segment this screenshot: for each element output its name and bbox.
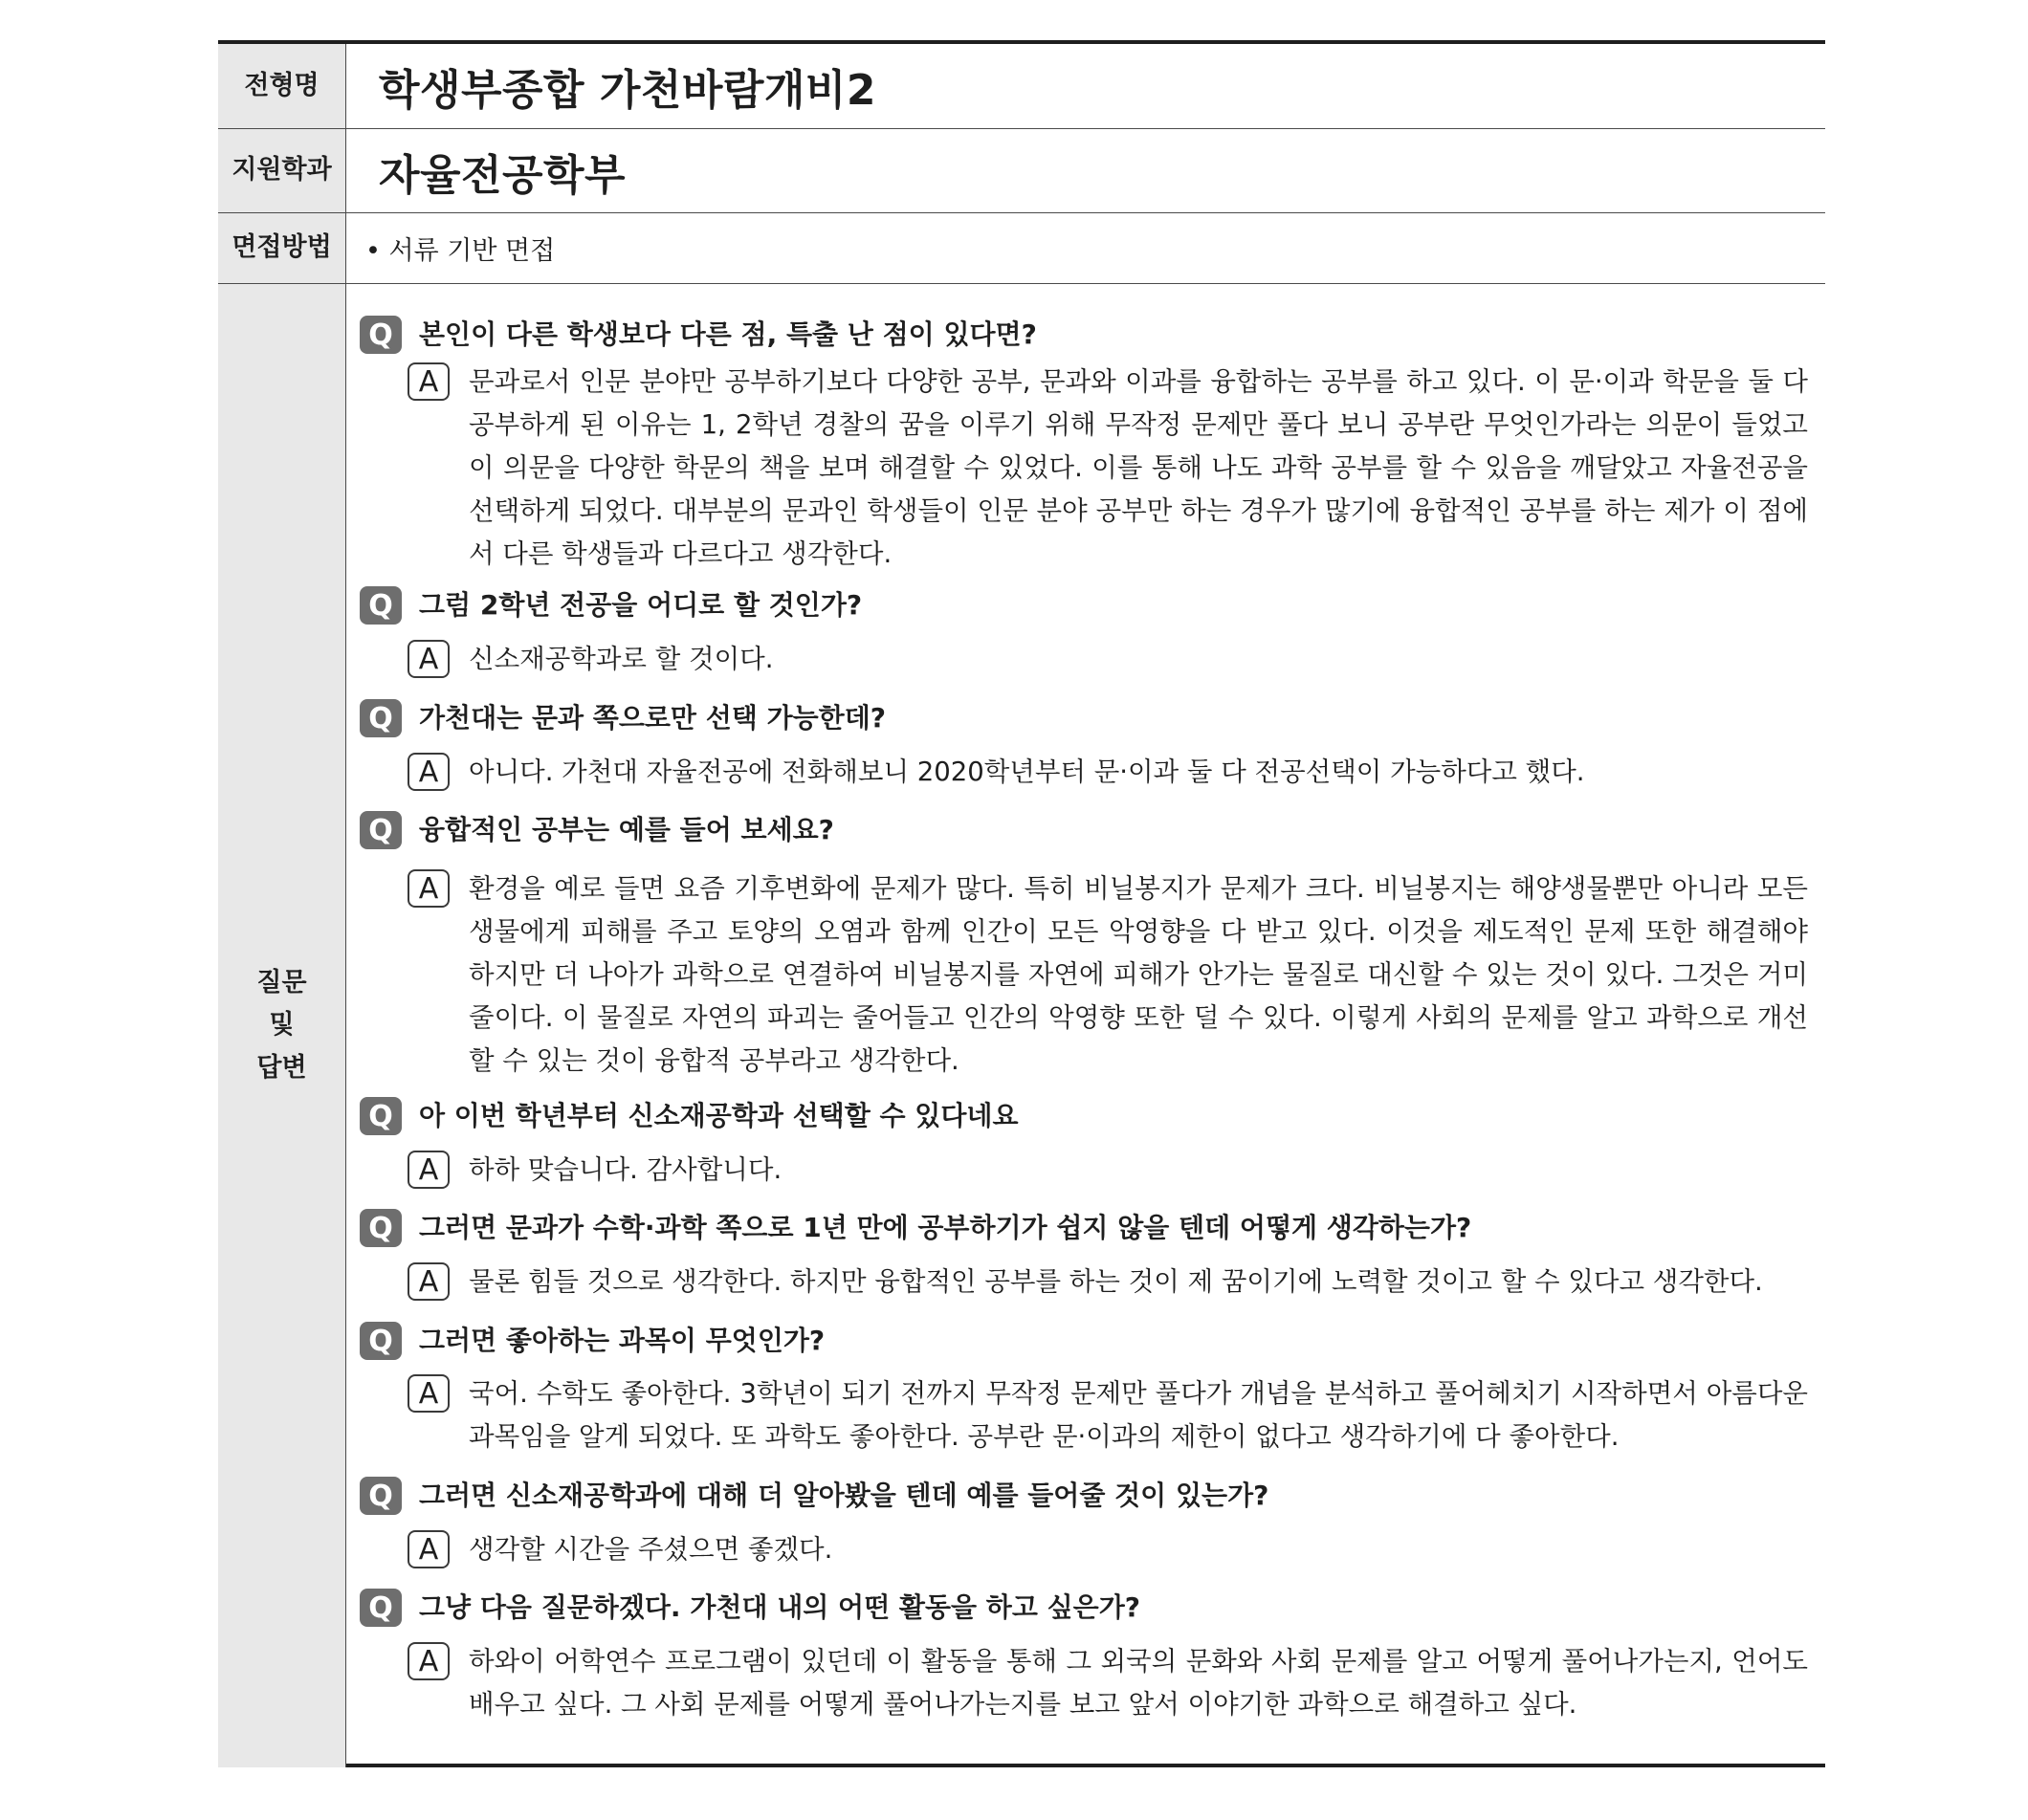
question-text: 융합적인 공부는 예를 들어 보세요? bbox=[419, 814, 834, 845]
interview-method-value: • 서류 기반 면접 bbox=[365, 236, 556, 266]
answer-text: 국어. 수학도 좋아한다. 3학년이 되기 전까지 무작정 문제만 풀다가 개념을 분석하고 풀어헤치기 시작하면서 아름다운 과목임을 알게 되었다. 또 과학도 좋아한다. 공부란 문·이과의 제한이 없다고 생각하기에 다 좋아한다. bbox=[469, 1378, 1808, 1452]
question-text: 그러면 신소재공학과에 대해 더 알아봤을 텐데 예를 들어줄 것이 있는가? bbox=[419, 1480, 1269, 1511]
department-label: 지원학과 bbox=[218, 129, 346, 212]
question-text: 그러면 문과가 수학·과학 쪽으로 1년 만에 공부하기가 쉽지 않을 텐데 어떻게 생각하는가? bbox=[419, 1212, 1472, 1243]
row-department bbox=[218, 129, 1825, 213]
admission-type-value-cell bbox=[346, 44, 1825, 128]
question-text: 그럼 2학년 전공을 어디로 할 것인가? bbox=[419, 589, 863, 621]
answer-icon: A bbox=[408, 1262, 450, 1301]
interview-record-table bbox=[218, 40, 1825, 1767]
answer-text: 신소재공학과로 할 것이다. bbox=[469, 644, 774, 674]
answer-icon: A bbox=[408, 869, 450, 908]
answer-text: 하와이 어학연수 프로그램이 있던데 이 활동을 통해 그 외국의 문화와 사회 문제를 알고 어떻게 풀어나가는지, 언어도 배우고 싶다. 그 사회 문제를 어떻게 풀어나가는지를 보고 앞서 이야기한 과학으로 해결하고 싶다. bbox=[469, 1646, 1808, 1720]
admission-type-value: 학생부종합 가천바람개비2 bbox=[379, 66, 876, 115]
department-value-cell bbox=[346, 129, 1825, 212]
question-icon: Q bbox=[360, 1209, 402, 1247]
question-icon: Q bbox=[360, 586, 402, 625]
interview-method-value-cell bbox=[346, 213, 1825, 283]
qa-label-line2: 및 bbox=[269, 1010, 295, 1041]
question-icon: Q bbox=[360, 1589, 402, 1627]
answer-icon: A bbox=[408, 1530, 450, 1568]
answer-icon: A bbox=[408, 1642, 450, 1680]
answer-text: 생각할 시간을 주셨으면 좋겠다. bbox=[469, 1534, 833, 1565]
row-interview-method bbox=[218, 213, 1825, 284]
interview-method-label: 면접방법 bbox=[218, 213, 346, 283]
question-icon: Q bbox=[360, 811, 402, 849]
qa-label-line3: 답변 bbox=[256, 1052, 307, 1083]
qa-label-line1: 질문 bbox=[256, 967, 307, 998]
admission-type-label: 전형명 bbox=[218, 44, 346, 128]
answer-icon: A bbox=[408, 362, 450, 401]
row-questions-answers bbox=[218, 284, 1825, 1767]
question-text: 그냥 다음 질문하겠다. 가천대 내의 어떤 활동을 하고 싶은가? bbox=[419, 1591, 1141, 1623]
answer-icon: A bbox=[408, 1151, 450, 1189]
answer-text: 하하 맞습니다. 감사합니다. bbox=[469, 1154, 783, 1185]
answer-icon: A bbox=[408, 640, 450, 678]
answer-icon: A bbox=[408, 753, 450, 791]
question-icon: Q bbox=[360, 699, 402, 737]
department-value: 자율전공학부 bbox=[379, 150, 627, 200]
qa-label bbox=[218, 284, 346, 1767]
question-text: 가천대는 문과 쪽으로만 선택 가능한데? bbox=[419, 702, 887, 734]
answer-text: 물론 힘들 것으로 생각한다. 하지만 융합적인 공부를 하는 것이 제 꿈이기에 노력할 것이고 할 수 있다고 생각한다. bbox=[469, 1266, 1763, 1297]
answer-icon: A bbox=[408, 1374, 450, 1413]
question-text: 그러면 좋아하는 과목이 무엇인가? bbox=[419, 1325, 826, 1356]
answer-text: 문과로서 인문 분야만 공부하기보다 다양한 공부, 문과와 이과를 융합하는 공부를 하고 있다. 이 문·이과 학문을 둘 다 공부하게 된 이유는 1, 2학년 경찰의 꿈을 이루기 위해 무작정 문제만 풀다 보니 공부란 무엇인가라는 의문이 들었고 이 의문을 다양한 학문의 책을 보며 해결할 수 있었다. 이를 통해 나도 과학 공부를 할 수 있음을 깨달았고 자율전공을 선택하게 되었다. 대부분의 문과인 학생들이 인문 분야 공부만 하는 경우가 많기에 융합적인 공부를 하는 제가 이 점에서 다른 학생들과 다르다고 생각한다. bbox=[469, 366, 1808, 569]
question-text: 본인이 다른 학생보다 다른 점, 특출 난 점이 있다면? bbox=[419, 318, 1037, 350]
answer-text: 환경을 예로 들면 요즘 기후변화에 문제가 많다. 특히 비닐봉지가 문제가 크다. 비닐봉지는 해양생물뿐만 아니라 모든 생물에게 피해를 주고 토양의 오염과 함께 인간이 모든 악영향을 다 받고 있다. 이것을 제도적인 문제 또한 해결해야 하지만 더 나아가 과학으로 연결하여 비닐봉지를 자연에 피해가 안가는 물질로 대신할 수 있는 것이 있다. 그것은 거미줄이다. 이 물질로 자연의 파괴는 줄어들고 인간의 악영향 또한 덜 수 있다. 이렇게 사회의 문제를 알고 과학으로 개선할 수 있는 것이 융합적 공부라고 생각한다. bbox=[469, 873, 1808, 1076]
question-icon: Q bbox=[360, 1322, 402, 1360]
question-icon: Q bbox=[360, 316, 402, 354]
question-icon: Q bbox=[360, 1477, 402, 1515]
answer-text: 아니다. 가천대 자율전공에 전화해보니 2020학년부터 문·이과 둘 다 전공선택이 가능하다고 했다. bbox=[469, 757, 1585, 787]
question-text: 아 이번 학년부터 신소재공학과 선택할 수 있다네요 bbox=[419, 1100, 1019, 1131]
question-icon: Q bbox=[360, 1097, 402, 1135]
row-admission-type bbox=[218, 44, 1825, 129]
